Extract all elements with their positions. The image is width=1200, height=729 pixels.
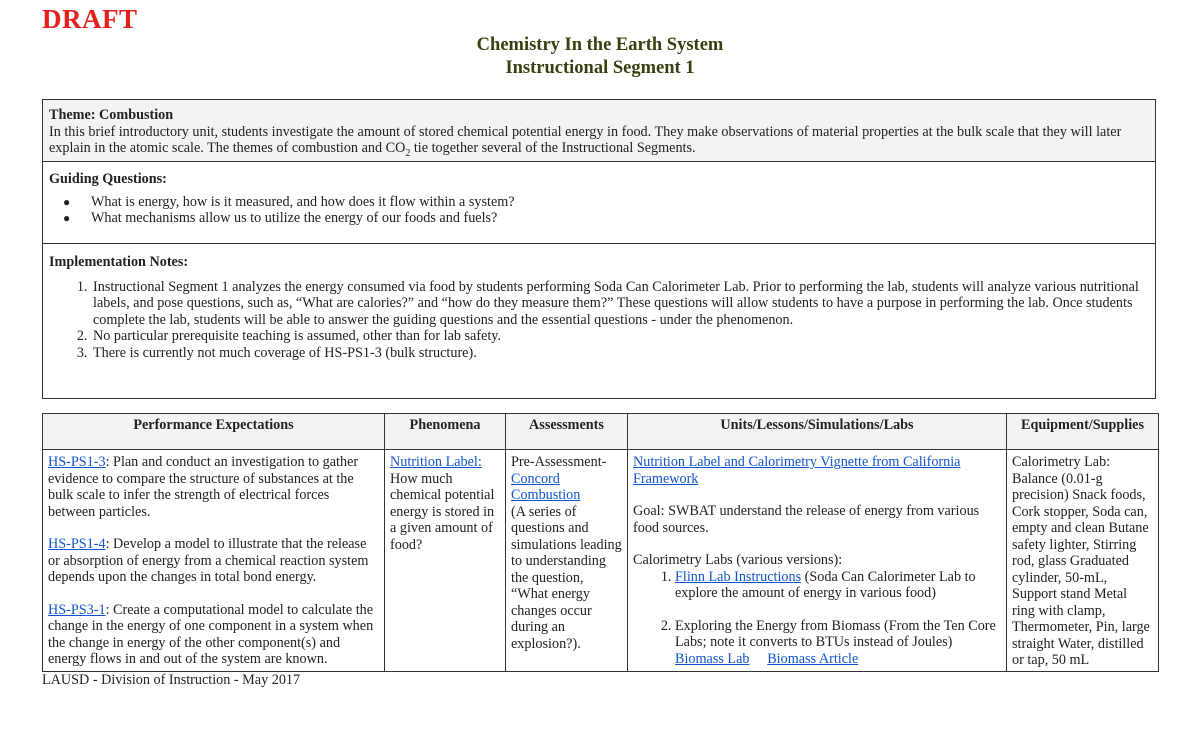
pe-link-hs-ps1-4[interactable]: HS-PS1-4 — [48, 536, 106, 552]
header-assessments: Assessments — [506, 414, 628, 450]
theme-text-a: In this brief introductory unit, students investigate the amount of stored chemical potential energy in food. They make observations of material properties at the bulk scale that they will later explain in the atomic scale. The themes of combustion and CO — [49, 123, 1122, 156]
list-item: ● What is energy, how is it measured, and how does it flow within a system? — [91, 194, 1149, 211]
implementation-list — [49, 279, 1149, 362]
assessment-text: (A series of questions and simulations leading to understanding the question, “What energy changes occur during an explosion?). — [511, 503, 622, 652]
phenomena-text: How much chemical potential energy is stored in a given amount of food? — [390, 470, 495, 553]
pe-item — [48, 454, 379, 520]
lab1-text: (Soda Can Calorimeter Lab to explore the amount of energy in various food) — [675, 568, 976, 601]
segment-table — [42, 413, 1159, 672]
phenomena-cell — [385, 450, 506, 672]
guiding-heading: Guiding Questions: — [49, 171, 167, 187]
pe-text: : Develop a model to illustrate that the release or absorption of energy from a chemical reaction system depends upon the changes in total bond energy. — [48, 536, 369, 585]
header-phenomena: Phenomena — [385, 414, 506, 450]
implementation-section — [43, 244, 1155, 399]
goal-text: Goal: SWBAT understand the release of energy from various food sources. — [633, 503, 980, 536]
guiding-list — [49, 194, 1149, 227]
labs-heading: Calorimetry Labs (various versions): — [633, 552, 843, 568]
footer-text: LAUSD - Division of Instruction - May 2017 — [42, 672, 301, 688]
document-title: Chemistry In the Earth System — [476, 35, 724, 55]
document-subtitle: Instructional Segment 1 — [505, 58, 695, 78]
theme-text — [49, 124, 1149, 163]
guiding-questions-section — [43, 162, 1155, 244]
list-item: ● What mechanisms allow us to utilize the energy of our foods and fuels? — [91, 210, 1149, 227]
theme-section — [43, 100, 1155, 162]
list-item: 3. There is currently not much coverage of HS-PS1-3 (bulk structure). — [91, 345, 1149, 362]
list-item: 2. No particular prerequisite teaching is assumed, other than for lab safety. — [91, 328, 1149, 345]
pe-text: : Create a computational model to calculate the change in the energy of one component in a system when the change in energy of the other component(s) and energy flows in and out of the system are known. — [48, 601, 374, 667]
flinn-lab-link[interactable]: Flinn Lab Instructions — [675, 568, 802, 585]
theme-heading: Theme: Combustion — [49, 107, 174, 123]
table-row — [43, 450, 1159, 672]
biomass-article-link[interactable]: Biomass Article — [767, 650, 859, 667]
overview-box — [42, 99, 1156, 399]
labs-list — [633, 569, 1001, 668]
implementation-heading: Implementation Notes: — [49, 254, 189, 270]
units-cell — [628, 450, 1007, 672]
list-item — [675, 569, 1001, 602]
performance-expectations-cell — [43, 450, 385, 672]
header-performance-expectations: Performance Expectations — [43, 414, 385, 450]
pe-item — [48, 536, 379, 586]
header-equipment: Equipment/Supplies — [1007, 414, 1159, 450]
nutrition-label-link[interactable]: Nutrition Label: — [390, 454, 482, 470]
pe-item — [48, 602, 379, 668]
list-item: 1. Instructional Segment 1 analyzes the energy consumed via food by students performing Soda Can Calorimeter Lab. Prior to performing the lab, students will analyze various nutritional labels, and pose questions, such as, “What are calories?” and “how do they measure them?” These questions will allow students to have a purpose in performing the lab. Once students complete the lab, students will be able to answer the guiding questions and the essential questions - under the phenomenon. — [91, 279, 1149, 329]
draft-label: DRAFT — [42, 4, 138, 34]
biomass-lab-link[interactable]: Biomass Lab — [675, 650, 750, 667]
equipment-cell: Calorimetry Lab: Balance (0.01-g precision) Snack foods, Cork stopper, Soda can, empty and clean Butane safety lighter, Stirring rod, glass Graduated cylinder, 50-mL, Support stand Metal ring with clamp, Thermometer, Pin, large straight Water, distilled or tap, 50 mL — [1007, 450, 1159, 672]
lab2-text: Exploring the Energy from Biomass (From the Ten Core Labs; note it converts to BTUs instead of Joules) — [675, 617, 996, 650]
pe-link-hs-ps1-3[interactable]: HS-PS1-3 — [48, 454, 106, 470]
header-units: Units/Lessons/Simulations/Labs — [628, 414, 1007, 450]
pe-text: : Plan and conduct an investigation to gather evidence to compare the structure of substances at the bulk scale to infer the strength of electrical forces between particles. — [48, 454, 359, 520]
theme-text-b: tie together several of the Instructional Segments. — [410, 140, 696, 156]
assessment-prefix: Pre-Assessment- — [511, 454, 607, 470]
assessments-cell — [506, 450, 628, 672]
table-header-row — [43, 414, 1159, 450]
list-item — [675, 618, 1001, 668]
pe-link-hs-ps3-1[interactable]: HS-PS3-1 — [48, 601, 106, 618]
co2-subscript: 2 — [405, 147, 411, 159]
vignette-link[interactable]: Nutrition Label and Calorimetry Vignette from California Framework — [633, 454, 961, 487]
concord-combustion-link[interactable]: Concord Combustion — [511, 470, 581, 503]
